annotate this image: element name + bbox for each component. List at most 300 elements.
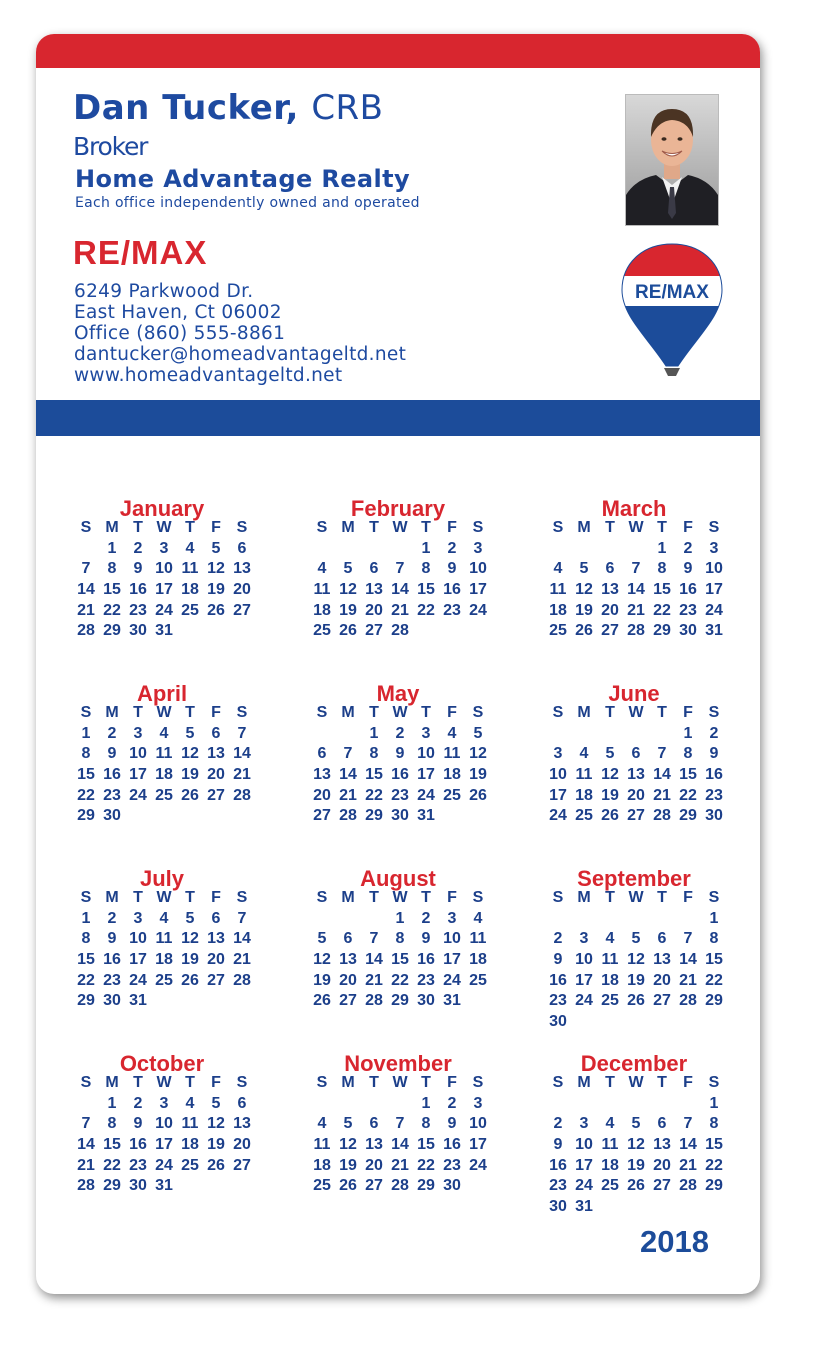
empty-day-cell bbox=[597, 1094, 623, 1115]
weekday-label: S bbox=[80, 519, 92, 536]
day-cell: 15 bbox=[103, 1136, 121, 1154]
day-cell: 7 bbox=[631, 560, 641, 578]
month-title: November bbox=[344, 1051, 452, 1076]
day-cell: 14 bbox=[233, 930, 251, 948]
day-cell: 7 bbox=[683, 1115, 693, 1133]
weekday-label: W bbox=[628, 704, 644, 721]
weekday-label: S bbox=[472, 704, 484, 721]
brokerage-name: Home Advantage Realty bbox=[75, 165, 411, 193]
day-cell: 18 bbox=[601, 1156, 619, 1174]
day-cell: 28 bbox=[391, 1177, 409, 1195]
day-cell: 5 bbox=[343, 1115, 353, 1133]
remax-logo: RE/MAX bbox=[73, 234, 208, 271]
day-cell: 19 bbox=[575, 601, 593, 619]
empty-day-cell bbox=[597, 724, 623, 745]
day-cell: 20 bbox=[653, 1156, 671, 1174]
weekday-label: S bbox=[316, 1074, 328, 1091]
email-link[interactable]: dantucker@homeadvantageltd.net bbox=[74, 344, 407, 365]
empty-day-cell bbox=[649, 909, 675, 930]
business-card bbox=[36, 34, 760, 1294]
day-cell: 17 bbox=[155, 581, 173, 599]
empty-day-cell bbox=[597, 539, 623, 560]
day-cell: 18 bbox=[443, 766, 461, 784]
month-title: October bbox=[119, 1051, 205, 1076]
day-cell: 19 bbox=[339, 1156, 357, 1174]
day-cell: 28 bbox=[365, 992, 383, 1010]
empty-day-cell bbox=[571, 539, 597, 560]
day-cell: 14 bbox=[77, 581, 95, 599]
day-cell: 5 bbox=[185, 724, 195, 742]
day-cell: 14 bbox=[653, 766, 671, 784]
day-cell: 18 bbox=[313, 1156, 331, 1174]
day-cell: 6 bbox=[631, 745, 641, 763]
month-8 bbox=[544, 868, 724, 1033]
day-cell: 30 bbox=[129, 1177, 147, 1195]
day-cell: 2 bbox=[683, 539, 693, 557]
agent-name bbox=[73, 88, 384, 128]
weekday-label: M bbox=[341, 704, 355, 721]
day-cell: 10 bbox=[469, 1115, 487, 1133]
empty-day-cell bbox=[309, 539, 335, 560]
day-cell: 7 bbox=[395, 1115, 405, 1133]
day-cell: 4 bbox=[553, 560, 563, 578]
day-cell: 2 bbox=[395, 724, 405, 742]
day-cell: 16 bbox=[549, 971, 567, 989]
weekday-label: F bbox=[447, 704, 457, 721]
day-cell: 10 bbox=[549, 766, 567, 784]
weekday-label: W bbox=[392, 889, 408, 906]
day-cell: 12 bbox=[339, 1136, 357, 1154]
day-cell: 23 bbox=[549, 1177, 567, 1195]
weekday-label: W bbox=[156, 704, 172, 721]
day-cell: 3 bbox=[709, 539, 719, 557]
day-cell: 13 bbox=[627, 766, 645, 784]
website-link[interactable]: www.homeadvantageltd.net bbox=[74, 365, 343, 386]
day-cell: 20 bbox=[233, 1136, 251, 1154]
day-cell: 2 bbox=[447, 1094, 457, 1112]
weekday-label: S bbox=[472, 1074, 484, 1091]
day-cell: 20 bbox=[627, 786, 645, 804]
weekday-label: F bbox=[211, 889, 221, 906]
empty-day-cell bbox=[545, 1094, 571, 1115]
weekday-label: W bbox=[392, 519, 408, 536]
empty-day-cell bbox=[309, 1094, 335, 1115]
weekday-label: S bbox=[236, 519, 248, 536]
empty-day-cell bbox=[571, 909, 597, 930]
day-cell: 9 bbox=[553, 951, 563, 969]
weekday-label: T bbox=[369, 889, 379, 906]
day-cell: 1 bbox=[81, 909, 91, 927]
day-cell: 15 bbox=[653, 581, 671, 599]
weekday-label: W bbox=[392, 1074, 408, 1091]
day-cell: 28 bbox=[77, 1177, 95, 1195]
day-cell: 8 bbox=[657, 560, 667, 578]
day-cell: 14 bbox=[77, 1136, 95, 1154]
day-cell: 21 bbox=[653, 786, 671, 804]
day-cell: 1 bbox=[395, 909, 405, 927]
day-cell: 3 bbox=[579, 930, 589, 948]
day-cell: 23 bbox=[129, 601, 147, 619]
weekday-label: W bbox=[156, 1074, 172, 1091]
day-cell: 16 bbox=[549, 1156, 567, 1174]
day-cell: 6 bbox=[317, 745, 327, 763]
day-cell: 8 bbox=[395, 930, 405, 948]
day-cell: 25 bbox=[181, 1156, 199, 1174]
day-cell: 19 bbox=[207, 581, 225, 599]
weekday-label: F bbox=[683, 519, 693, 536]
weekday-label: T bbox=[657, 889, 667, 906]
weekday-label: S bbox=[708, 704, 720, 721]
weekday-label: F bbox=[211, 519, 221, 536]
weekday-label: T bbox=[421, 1074, 431, 1091]
weekday-label: T bbox=[421, 704, 431, 721]
day-cell: 10 bbox=[705, 560, 723, 578]
weekday-label: T bbox=[185, 519, 195, 536]
weekday-label: S bbox=[472, 889, 484, 906]
day-cell: 14 bbox=[391, 1136, 409, 1154]
day-cell: 3 bbox=[133, 909, 143, 927]
day-cell: 27 bbox=[233, 601, 251, 619]
day-cell: 28 bbox=[339, 807, 357, 825]
day-cell: 12 bbox=[469, 745, 487, 763]
day-cell: 8 bbox=[683, 745, 693, 763]
agent-role: Broker bbox=[73, 132, 148, 161]
day-cell: 11 bbox=[181, 1115, 199, 1133]
weekday-label: M bbox=[341, 1074, 355, 1091]
day-cell: 25 bbox=[155, 786, 173, 804]
month-11 bbox=[544, 1053, 724, 1218]
day-cell: 6 bbox=[211, 909, 221, 927]
day-cell: 29 bbox=[653, 622, 671, 640]
day-cell: 6 bbox=[211, 724, 221, 742]
day-cell: 31 bbox=[155, 1177, 173, 1195]
empty-day-cell bbox=[623, 1094, 649, 1115]
empty-day-cell bbox=[545, 909, 571, 930]
weekday-label: S bbox=[552, 1074, 564, 1091]
empty-day-cell bbox=[335, 539, 361, 560]
day-cell: 5 bbox=[631, 1115, 641, 1133]
day-cell: 17 bbox=[575, 1156, 593, 1174]
weekday-label: F bbox=[683, 1074, 693, 1091]
weekday-label: M bbox=[341, 519, 355, 536]
day-cell: 23 bbox=[443, 601, 461, 619]
month-days-grid bbox=[309, 703, 488, 827]
day-cell: 4 bbox=[317, 560, 327, 578]
day-cell: 7 bbox=[237, 724, 247, 742]
day-cell: 7 bbox=[237, 909, 247, 927]
day-cell: 4 bbox=[473, 909, 483, 927]
city-address: East Haven, Ct 06002 bbox=[74, 302, 282, 323]
day-cell: 22 bbox=[77, 786, 95, 804]
day-cell: 5 bbox=[343, 560, 353, 578]
month-title: July bbox=[139, 866, 185, 891]
empty-day-cell bbox=[73, 1094, 99, 1115]
day-cell: 18 bbox=[155, 951, 173, 969]
day-cell: 29 bbox=[103, 1177, 121, 1195]
day-cell: 25 bbox=[549, 622, 567, 640]
day-cell: 31 bbox=[129, 992, 147, 1010]
day-cell: 18 bbox=[181, 1136, 199, 1154]
day-cell: 11 bbox=[601, 951, 619, 969]
day-cell: 10 bbox=[575, 951, 593, 969]
day-cell: 7 bbox=[683, 930, 693, 948]
day-cell: 21 bbox=[339, 786, 357, 804]
day-cell: 27 bbox=[339, 992, 357, 1010]
day-cell: 13 bbox=[601, 581, 619, 599]
day-cell: 23 bbox=[549, 992, 567, 1010]
day-cell: 4 bbox=[605, 1115, 615, 1133]
day-cell: 15 bbox=[365, 766, 383, 784]
day-cell: 22 bbox=[705, 971, 723, 989]
day-cell: 22 bbox=[77, 971, 95, 989]
weekday-label: F bbox=[447, 1074, 457, 1091]
day-cell: 7 bbox=[657, 745, 667, 763]
day-cell: 31 bbox=[417, 807, 435, 825]
day-cell: 31 bbox=[443, 992, 461, 1010]
day-cell: 13 bbox=[653, 951, 671, 969]
day-cell: 26 bbox=[339, 622, 357, 640]
day-cell: 11 bbox=[549, 581, 567, 599]
weekday-label: M bbox=[105, 1074, 119, 1091]
day-cell: 22 bbox=[417, 1156, 435, 1174]
day-cell: 23 bbox=[705, 786, 723, 804]
day-cell: 14 bbox=[679, 1136, 697, 1154]
day-cell: 7 bbox=[395, 560, 405, 578]
day-cell: 24 bbox=[443, 971, 461, 989]
day-cell: 8 bbox=[421, 560, 431, 578]
day-cell: 4 bbox=[159, 909, 169, 927]
day-cell: 20 bbox=[365, 1156, 383, 1174]
day-cell: 21 bbox=[391, 1156, 409, 1174]
day-cell: 22 bbox=[653, 601, 671, 619]
day-cell: 2 bbox=[107, 909, 117, 927]
weekday-label: T bbox=[133, 704, 143, 721]
day-cell: 6 bbox=[657, 1115, 667, 1133]
top-red-bar bbox=[36, 34, 760, 68]
day-cell: 26 bbox=[469, 786, 487, 804]
day-cell: 17 bbox=[549, 786, 567, 804]
street-address: 6249 Parkwood Dr. bbox=[74, 281, 254, 302]
day-cell: 29 bbox=[417, 1177, 435, 1195]
day-cell: 13 bbox=[233, 1115, 251, 1133]
weekday-label: M bbox=[105, 889, 119, 906]
day-cell: 21 bbox=[233, 951, 251, 969]
day-cell: 5 bbox=[211, 539, 221, 557]
day-cell: 3 bbox=[421, 724, 431, 742]
weekday-label: F bbox=[211, 704, 221, 721]
day-cell: 5 bbox=[317, 930, 327, 948]
day-cell: 1 bbox=[107, 1094, 117, 1112]
weekday-label: T bbox=[133, 889, 143, 906]
day-cell: 18 bbox=[155, 766, 173, 784]
day-cell: 30 bbox=[705, 807, 723, 825]
day-cell: 23 bbox=[129, 1156, 147, 1174]
day-cell: 29 bbox=[705, 1177, 723, 1195]
weekday-label: T bbox=[657, 704, 667, 721]
weekday-label: M bbox=[577, 519, 591, 536]
day-cell: 25 bbox=[313, 1177, 331, 1195]
day-cell: 12 bbox=[207, 560, 225, 578]
day-cell: 28 bbox=[233, 786, 251, 804]
day-cell: 17 bbox=[469, 581, 487, 599]
day-cell: 17 bbox=[129, 766, 147, 784]
empty-day-cell bbox=[571, 724, 597, 745]
day-cell: 26 bbox=[601, 807, 619, 825]
day-cell: 20 bbox=[207, 766, 225, 784]
day-cell: 9 bbox=[553, 1136, 563, 1154]
day-cell: 7 bbox=[81, 560, 91, 578]
day-cell: 30 bbox=[443, 1177, 461, 1195]
day-cell: 17 bbox=[575, 971, 593, 989]
day-cell: 4 bbox=[579, 745, 589, 763]
weekday-label: F bbox=[683, 704, 693, 721]
day-cell: 9 bbox=[683, 560, 693, 578]
day-cell: 21 bbox=[77, 601, 95, 619]
day-cell: 16 bbox=[679, 581, 697, 599]
day-cell: 8 bbox=[421, 1115, 431, 1133]
day-cell: 20 bbox=[601, 601, 619, 619]
day-cell: 10 bbox=[469, 560, 487, 578]
empty-day-cell bbox=[623, 909, 649, 930]
day-cell: 27 bbox=[627, 807, 645, 825]
day-cell: 22 bbox=[365, 786, 383, 804]
day-cell: 21 bbox=[233, 766, 251, 784]
empty-day-cell bbox=[387, 539, 413, 560]
day-cell: 11 bbox=[313, 1136, 331, 1154]
weekday-label: M bbox=[341, 889, 355, 906]
weekday-label: S bbox=[472, 519, 484, 536]
day-cell: 23 bbox=[391, 786, 409, 804]
day-cell: 24 bbox=[155, 601, 173, 619]
day-cell: 4 bbox=[185, 1094, 195, 1112]
empty-day-cell bbox=[675, 1094, 701, 1115]
day-cell: 30 bbox=[103, 807, 121, 825]
day-cell: 2 bbox=[553, 1115, 563, 1133]
month-title: March bbox=[601, 496, 667, 521]
empty-day-cell bbox=[361, 1094, 387, 1115]
day-cell: 19 bbox=[627, 971, 645, 989]
day-cell: 13 bbox=[207, 745, 225, 763]
day-cell: 17 bbox=[417, 766, 435, 784]
month-title: April bbox=[136, 681, 188, 706]
day-cell: 10 bbox=[417, 745, 435, 763]
day-cell: 15 bbox=[417, 581, 435, 599]
day-cell: 23 bbox=[417, 971, 435, 989]
day-cell: 30 bbox=[103, 992, 121, 1010]
day-cell: 16 bbox=[129, 1136, 147, 1154]
weekday-label: W bbox=[156, 519, 172, 536]
day-cell: 7 bbox=[81, 1115, 91, 1133]
day-cell: 15 bbox=[103, 581, 121, 599]
day-cell: 18 bbox=[549, 601, 567, 619]
day-cell: 3 bbox=[159, 539, 169, 557]
month-days-grid bbox=[545, 518, 724, 642]
day-cell: 23 bbox=[443, 1156, 461, 1174]
day-cell: 25 bbox=[469, 971, 487, 989]
day-cell: 14 bbox=[391, 581, 409, 599]
hot-air-balloon-logo bbox=[620, 242, 724, 378]
day-cell: 3 bbox=[159, 1094, 169, 1112]
day-cell: 14 bbox=[365, 951, 383, 969]
weekday-label: S bbox=[708, 519, 720, 536]
day-cell: 9 bbox=[107, 930, 117, 948]
day-cell: 12 bbox=[339, 581, 357, 599]
day-cell: 10 bbox=[155, 1115, 173, 1133]
day-cell: 12 bbox=[207, 1115, 225, 1133]
day-cell: 4 bbox=[317, 1115, 327, 1133]
day-cell: 24 bbox=[469, 601, 487, 619]
day-cell: 15 bbox=[77, 951, 95, 969]
empty-day-cell bbox=[623, 539, 649, 560]
day-cell: 24 bbox=[469, 1156, 487, 1174]
day-cell: 6 bbox=[605, 560, 615, 578]
day-cell: 12 bbox=[313, 951, 331, 969]
day-cell: 30 bbox=[391, 807, 409, 825]
weekday-label: T bbox=[185, 704, 195, 721]
day-cell: 5 bbox=[631, 930, 641, 948]
day-cell: 8 bbox=[107, 560, 117, 578]
day-cell: 26 bbox=[207, 1156, 225, 1174]
month-9 bbox=[72, 1053, 252, 1197]
day-cell: 29 bbox=[679, 807, 697, 825]
month-title: May bbox=[376, 681, 420, 706]
day-cell: 6 bbox=[369, 560, 379, 578]
empty-day-cell bbox=[309, 909, 335, 930]
day-cell: 10 bbox=[129, 930, 147, 948]
month-title: December bbox=[580, 1051, 688, 1076]
day-cell: 6 bbox=[237, 539, 247, 557]
day-cell: 16 bbox=[705, 766, 723, 784]
day-cell: 19 bbox=[313, 971, 331, 989]
weekday-label: S bbox=[316, 704, 328, 721]
day-cell: 13 bbox=[365, 1136, 383, 1154]
day-cell: 18 bbox=[469, 951, 487, 969]
day-cell: 2 bbox=[133, 1094, 143, 1112]
month-7 bbox=[308, 868, 488, 1012]
day-cell: 27 bbox=[313, 807, 331, 825]
weekday-label: T bbox=[605, 704, 615, 721]
agent-name-text: Dan Tucker, bbox=[73, 88, 299, 128]
day-cell: 2 bbox=[447, 539, 457, 557]
month-10 bbox=[308, 1053, 488, 1197]
weekday-label: S bbox=[316, 519, 328, 536]
day-cell: 27 bbox=[207, 971, 225, 989]
day-cell: 27 bbox=[365, 1177, 383, 1195]
day-cell: 22 bbox=[705, 1156, 723, 1174]
empty-day-cell bbox=[649, 1094, 675, 1115]
day-cell: 11 bbox=[601, 1136, 619, 1154]
day-cell: 3 bbox=[447, 909, 457, 927]
day-cell: 15 bbox=[391, 951, 409, 969]
day-cell: 23 bbox=[103, 971, 121, 989]
day-cell: 11 bbox=[443, 745, 461, 763]
agent-designation: CRB bbox=[311, 88, 384, 128]
day-cell: 6 bbox=[657, 930, 667, 948]
day-cell: 20 bbox=[207, 951, 225, 969]
day-cell: 8 bbox=[81, 930, 91, 948]
day-cell: 25 bbox=[181, 601, 199, 619]
weekday-label: T bbox=[369, 519, 379, 536]
day-cell: 29 bbox=[705, 992, 723, 1010]
day-cell: 9 bbox=[447, 560, 457, 578]
weekday-label: S bbox=[80, 889, 92, 906]
day-cell: 2 bbox=[553, 930, 563, 948]
day-cell: 15 bbox=[679, 766, 697, 784]
day-cell: 11 bbox=[155, 930, 173, 948]
weekday-label: S bbox=[80, 1074, 92, 1091]
weekday-label: F bbox=[447, 889, 457, 906]
day-cell: 24 bbox=[155, 1156, 173, 1174]
